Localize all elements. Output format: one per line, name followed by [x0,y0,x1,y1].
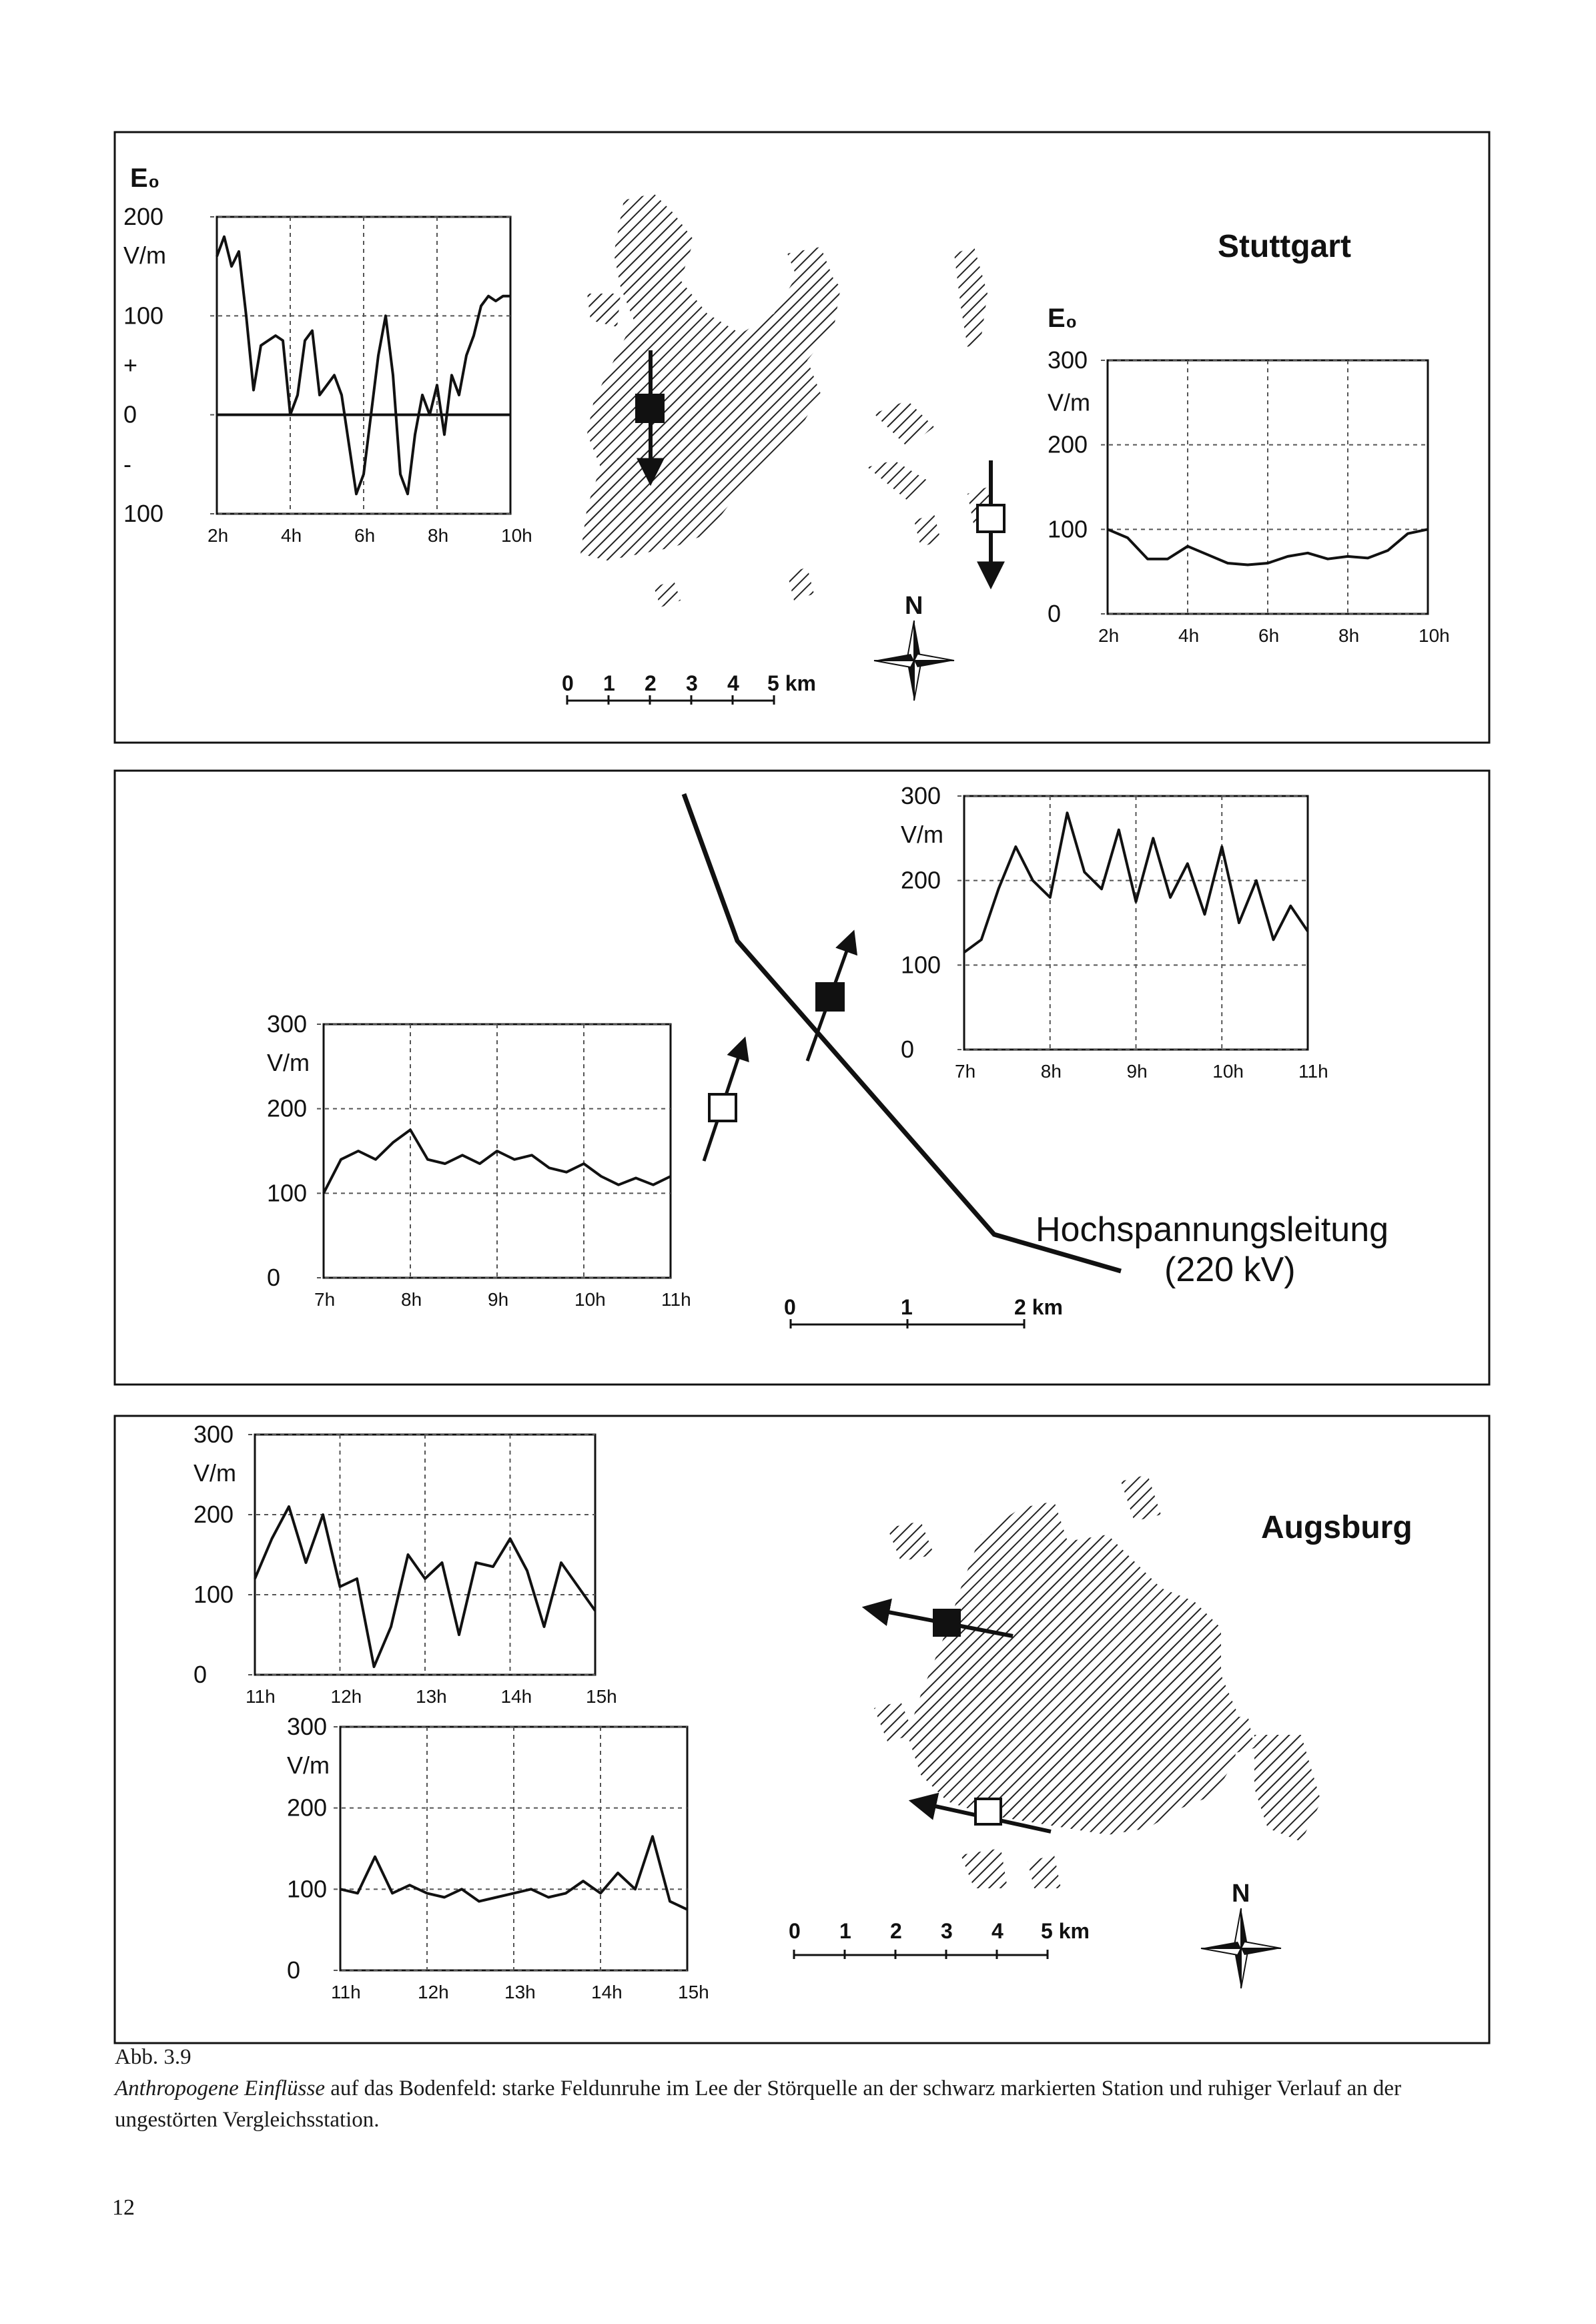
scale-label: 5 km [1041,1919,1090,1943]
y-tick-label: 100 [287,1875,328,1903]
y-tick-label: 200 [901,866,941,894]
x-tick-label: 13h [504,1982,536,2002]
scale-label: 5 km [767,671,816,695]
series-line [964,813,1308,952]
scale-label: 2 [890,1919,902,1943]
map-scale-bar [784,1295,1063,1328]
x-tick-label: 4h [281,525,302,546]
scale-label: 1 [839,1919,851,1943]
chart-augsburg-disturbed [193,1421,617,1707]
x-tick-label: 10h [1419,625,1450,646]
scale-label: 3 [686,671,698,695]
y-tick-label: 100 [123,500,164,527]
y-tick-label: 0 [901,1036,915,1063]
y-tick-label: 0 [287,1956,301,1984]
y-tick-label: 100 [267,1179,308,1207]
plot-frame [964,796,1308,1050]
x-tick-label: 11h [1298,1061,1328,1082]
y-tick-label: 100 [193,1581,234,1608]
y-tick-label: 100 [123,302,164,330]
scale-label: 3 [941,1919,953,1943]
unit-label: V/m [287,1752,330,1779]
x-tick-label: 15h [678,1982,709,2002]
scale-label: 4 [991,1919,1004,1943]
y-tick-label: 300 [193,1421,234,1448]
x-tick-label: 13h [416,1686,447,1707]
north-arrow-icon [874,592,954,701]
y-tick-label: 0 [267,1264,281,1291]
scale-label: 0 [784,1295,796,1319]
y-tick-label: 200 [267,1094,308,1122]
x-tick-label: 12h [330,1686,362,1707]
x-tick-label: 9h [488,1289,509,1310]
north-arrow-icon [1201,1880,1281,1988]
power-line-label: Hochspannungsleitung [1036,1210,1389,1249]
axis-title: E₀ [130,163,160,193]
y-tick-label: 0 [193,1661,208,1688]
y-tick-label: - [123,450,131,478]
x-tick-label: 8h [1338,625,1360,646]
y-tick-label: 0 [123,400,137,428]
x-tick-label: 6h [354,525,376,546]
figure-label: Abb. 3.9 [115,2045,191,2069]
x-tick-label: 2h [1098,625,1120,646]
scale-label: 1 [901,1295,913,1319]
scale-label: 1 [603,671,615,695]
chart-stuttgart-disturbed [123,163,532,546]
x-tick-label: 14h [500,1686,532,1707]
unit-label: V/m [267,1049,310,1076]
power-line-voltage: (220 kV) [1164,1250,1296,1289]
x-tick-label: 10h [574,1289,606,1310]
y-tick-label: + [123,351,138,379]
scale-label: 2 [645,671,657,695]
panel-title-stuttgart: Stuttgart [1218,229,1351,264]
scale-label: 4 [727,671,739,695]
x-tick-label: 7h [955,1061,976,1082]
caption-italic: Anthropogene Einflüsse [115,2076,325,2100]
scale-label: 0 [789,1919,801,1943]
y-tick-label: 100 [901,951,941,979]
scale-label: 0 [562,671,574,695]
x-tick-label: 8h [428,525,449,546]
x-tick-label: 11h [246,1686,276,1707]
chart-hochspannung-undisturbed [267,1010,691,1310]
y-tick-label: 300 [287,1713,328,1740]
y-tick-label: 300 [901,782,941,809]
scale-label: 2 km [1014,1295,1063,1319]
chart-augsburg-undisturbed [287,1713,709,2002]
map-scale-bar [789,1919,1090,1959]
caption-text: auf das Bodenfeld: starke Feldunruhe im Lee der Störquelle an der schwarz markierten Station und ruhiger Verlauf an der ungestörten Vergleichsstation. [115,2076,1402,2132]
panel-title-augsburg: Augsburg [1261,1510,1413,1545]
chart-hochspannung-disturbed [901,782,1328,1082]
y-tick-label: 100 [1048,515,1088,543]
page-number: 12 [112,2195,135,2220]
y-tick-label: V/m [1048,388,1091,416]
map-scale-bar [562,671,816,705]
augsburg-city-map [874,1475,1321,1888]
figure-caption [115,2042,1503,2136]
plot-frame [1108,360,1428,614]
y-tick-label: 300 [1048,346,1088,374]
unit-label: V/m [193,1459,237,1487]
x-tick-label: 14h [591,1982,623,2002]
x-tick-label: 8h [401,1289,422,1310]
y-tick-label: 200 [1048,430,1088,458]
station-disturbed-marker [807,934,853,1061]
panel-stuttgart [115,132,1489,743]
y-tick-label: 200 [287,1794,328,1822]
y-tick-label: 200 [123,203,164,230]
x-tick-label: 8h [1040,1061,1062,1082]
y-tick-label: 200 [193,1501,234,1528]
axis-title: E₀ [1048,304,1078,333]
x-tick-label: 2h [208,525,229,546]
x-tick-label: 7h [314,1289,336,1310]
station-undisturbed-marker [704,1041,744,1161]
north-label: N [1232,1880,1250,1908]
y-tick-label: 0 [1048,600,1062,627]
unit-label: V/m [123,242,167,269]
station-undisturbed-marker [977,460,1004,584]
x-tick-label: 12h [418,1982,449,2002]
x-tick-label: 11h [331,1982,361,2002]
x-tick-label: 4h [1178,625,1200,646]
x-tick-label: 10h [1212,1061,1244,1082]
x-tick-label: 11h [661,1289,691,1310]
unit-label: V/m [901,821,944,848]
x-tick-label: 9h [1126,1061,1148,1082]
x-tick-label: 6h [1258,625,1280,646]
north-label: N [905,592,923,620]
x-tick-label: 10h [501,525,532,546]
x-tick-label: 15h [586,1686,617,1707]
chart-stuttgart-undisturbed [1048,304,1450,646]
y-tick-label: 300 [267,1010,308,1038]
